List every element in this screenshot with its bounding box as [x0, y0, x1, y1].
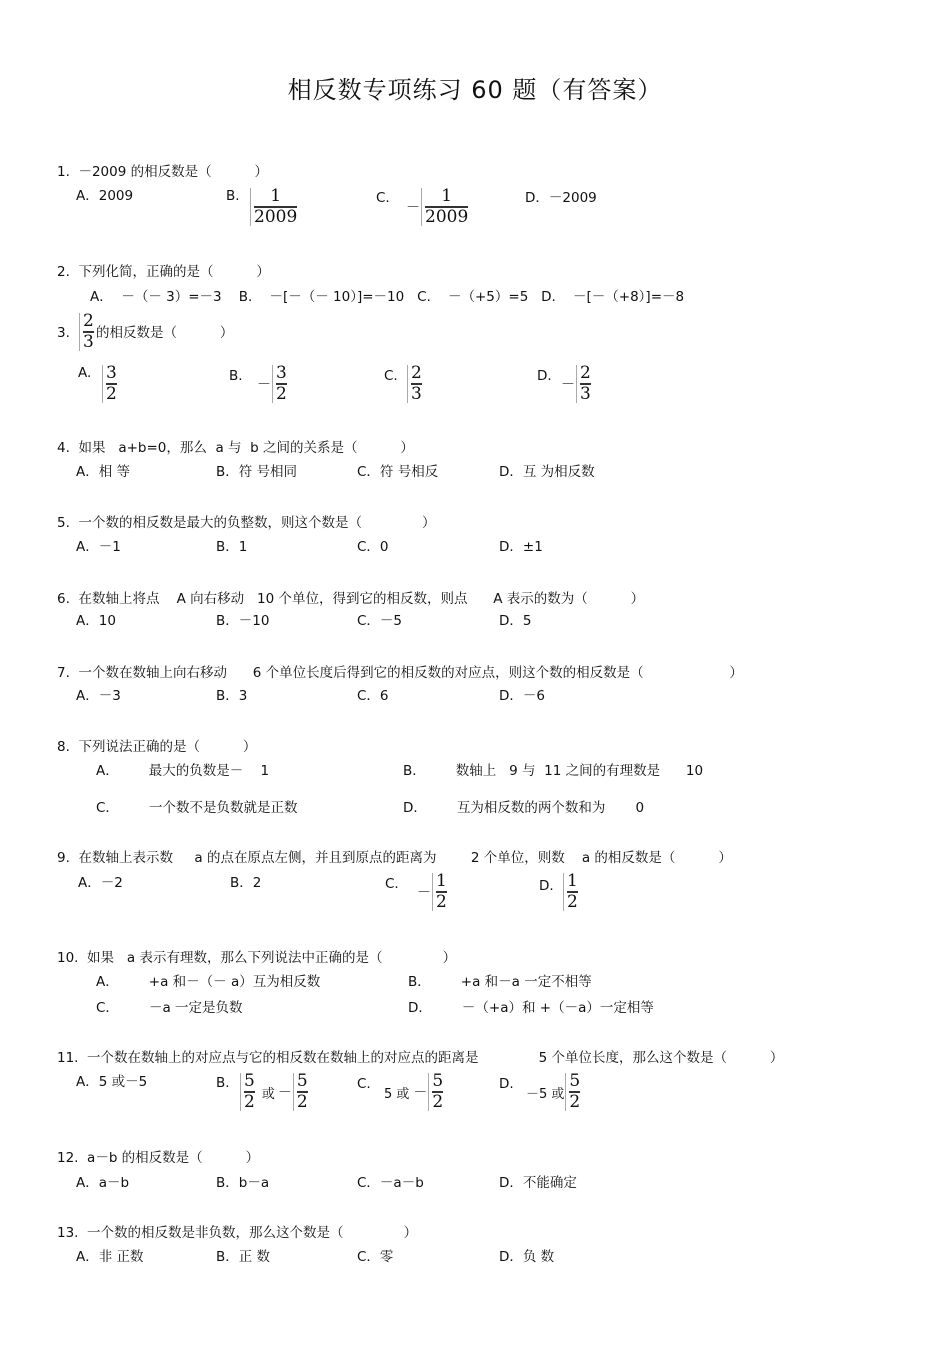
question-3-number: 3.: [57, 325, 70, 341]
q11-option-b-fraction: $\frac{5}{2}$ 或 － $\frac{5}{2}$: [240, 1073, 312, 1111]
q3-option-b-label: B.: [229, 368, 243, 384]
q3-option-a-label: A.: [78, 365, 92, 381]
question-7: 7. 一个数在数轴上向右移动 6 个单位长度后得到它的相反数的对应点，则这个数的相反数是（ ）: [57, 665, 743, 681]
q6-option-d: D．5: [499, 613, 532, 629]
q4-option-a: A．相 等: [76, 464, 131, 480]
q11-option-b-label: B.: [216, 1075, 230, 1091]
question-9: 9. 在数轴上表示数 a 的点在原点左侧，并且到原点的距离为 2 个单位，则数 a 的相反数是（ ）: [57, 850, 732, 866]
q11-option-c-fraction: 5 或 － $\frac{5}{2}$: [384, 1073, 447, 1111]
q1-option-a: A．2009: [76, 188, 134, 204]
q1-option-b-label: B.: [226, 188, 240, 204]
q13-option-c: C．零: [357, 1249, 394, 1265]
q4-option-c: C．符 号相反: [357, 464, 439, 480]
question-3: 的相反数是（ ）: [96, 325, 234, 341]
q6-option-b: B．－10: [216, 613, 270, 629]
q9-option-d-label: D.: [539, 878, 554, 894]
q7-option-b: B．3: [216, 688, 248, 704]
q11-option-c-label: C.: [357, 1076, 371, 1092]
q1-option-d: D．－2009: [525, 190, 597, 206]
q8-option-b: B． 数轴上 9 与 11 之间的有理数是 10: [403, 763, 704, 779]
q6-option-a: A．10: [76, 613, 116, 629]
q10-option-a: A． +a 和－（－ a）互为相反数: [96, 974, 321, 990]
q9-option-c-label: C.: [385, 876, 399, 892]
q5-option-a: A．－1: [76, 539, 121, 555]
q8-option-c: C． 一个数不是负数就是正数: [96, 800, 298, 816]
q12-option-c: C．－a－b: [357, 1175, 424, 1191]
q5-option-c: C．0: [357, 539, 389, 555]
q5-option-d: D．±1: [499, 539, 543, 555]
q3-option-d-fraction: － $\frac{2}{3}$: [561, 365, 595, 403]
q9-option-c-fraction: － $\frac{1}{2}$: [417, 873, 451, 911]
q8-option-d: D． 互为相反数的两个数和为 0: [403, 800, 645, 816]
question-1: 1. －2009 的相反数是（ ）: [57, 164, 269, 180]
q1-option-c-fraction: － $\frac{1}{2009}$: [406, 188, 472, 226]
q4-option-d: D．互 为相反数: [499, 464, 595, 480]
q12-option-b: B．b－a: [216, 1175, 270, 1191]
q12-option-d: D．不能确定: [499, 1175, 577, 1191]
question-12: 12. a－b 的相反数是（ ）: [57, 1150, 260, 1166]
q4-option-b: B．符 号相同: [216, 464, 298, 480]
q12-option-a: A．a－b: [76, 1175, 130, 1191]
q5-option-b: B．1: [216, 539, 248, 555]
q7-option-a: A．－3: [76, 688, 121, 704]
q13-option-a: A．非 正数: [76, 1249, 144, 1265]
q9-option-d-fraction: $\frac{1}{2}$: [563, 873, 582, 911]
q13-option-d: D．负 数: [499, 1249, 555, 1265]
question-2: 2. 下列化简，正确的是（ ）: [57, 264, 270, 280]
q11-option-a: A．5 或－5: [76, 1074, 148, 1090]
q8-option-a: A． 最大的负数是－ 1: [96, 763, 270, 779]
q3-option-d-label: D.: [537, 368, 552, 384]
q10-option-d: D． －（+a）和 +（－a）一定相等: [408, 1000, 654, 1016]
q2-options: A． －（－ 3）=－3 B. －[－（－ 10）]=－10 C. －（+5）=5 D. －[－（+8）]=－8: [90, 289, 685, 305]
q1-option-c-label: C.: [376, 190, 390, 206]
question-8: 8. 下列说法正确的是（ ）: [57, 739, 257, 755]
q3-stem-fraction: $\frac{2}{3}$: [79, 313, 98, 351]
q9-option-a: A．－2: [78, 875, 123, 891]
question-11: 11. 一个数在数轴上的对应点与它的相反数在数轴上的对应点的距离是 5 个单位长度，那么这个数是（ ）: [57, 1050, 784, 1066]
q3-option-c-label: C.: [384, 368, 398, 384]
q7-option-d: D．－6: [499, 688, 545, 704]
q13-option-b: B．正 数: [216, 1249, 271, 1265]
q3-option-a-fraction: $\frac{3}{2}$: [102, 365, 121, 403]
q6-option-c: C．－5: [357, 613, 403, 629]
q11-option-d-label: D.: [499, 1076, 514, 1092]
q11-option-d-fraction: －5 或 $\frac{5}{2}$: [526, 1073, 584, 1111]
q7-option-c: C．6: [357, 688, 389, 704]
question-10: 10. 如果 a 表示有理数，那么下列说法中正确的是（ ）: [57, 950, 457, 966]
q1-option-b-fraction: $\frac{1}{2009}$: [250, 188, 301, 226]
question-5: 5. 一个数的相反数是最大的负整数，则这个数是（ ）: [57, 515, 436, 531]
question-13: 13. 一个数的相反数是非负数，那么这个数是（ ）: [57, 1225, 418, 1241]
q3-option-b-fraction: － $\frac{3}{2}$: [257, 365, 291, 403]
q3-option-c-fraction: $\frac{2}{3}$: [407, 365, 426, 403]
question-6: 6. 在数轴上将点 A 向右移动 10 个单位，得到它的相反数，则点 A 表示的数为（ ）: [57, 591, 645, 607]
page-title: 相反数专项练习 60 题（有答案）: [287, 76, 663, 104]
question-4: 4. 如果 a+b=0，那么 a 与 b 之间的关系是（ ）: [57, 440, 414, 456]
q9-option-b: B．2: [230, 875, 262, 891]
q10-option-c: C． －a 一定是负数: [96, 1000, 243, 1016]
q10-option-b: B． +a 和－a 一定不相等: [408, 974, 592, 990]
